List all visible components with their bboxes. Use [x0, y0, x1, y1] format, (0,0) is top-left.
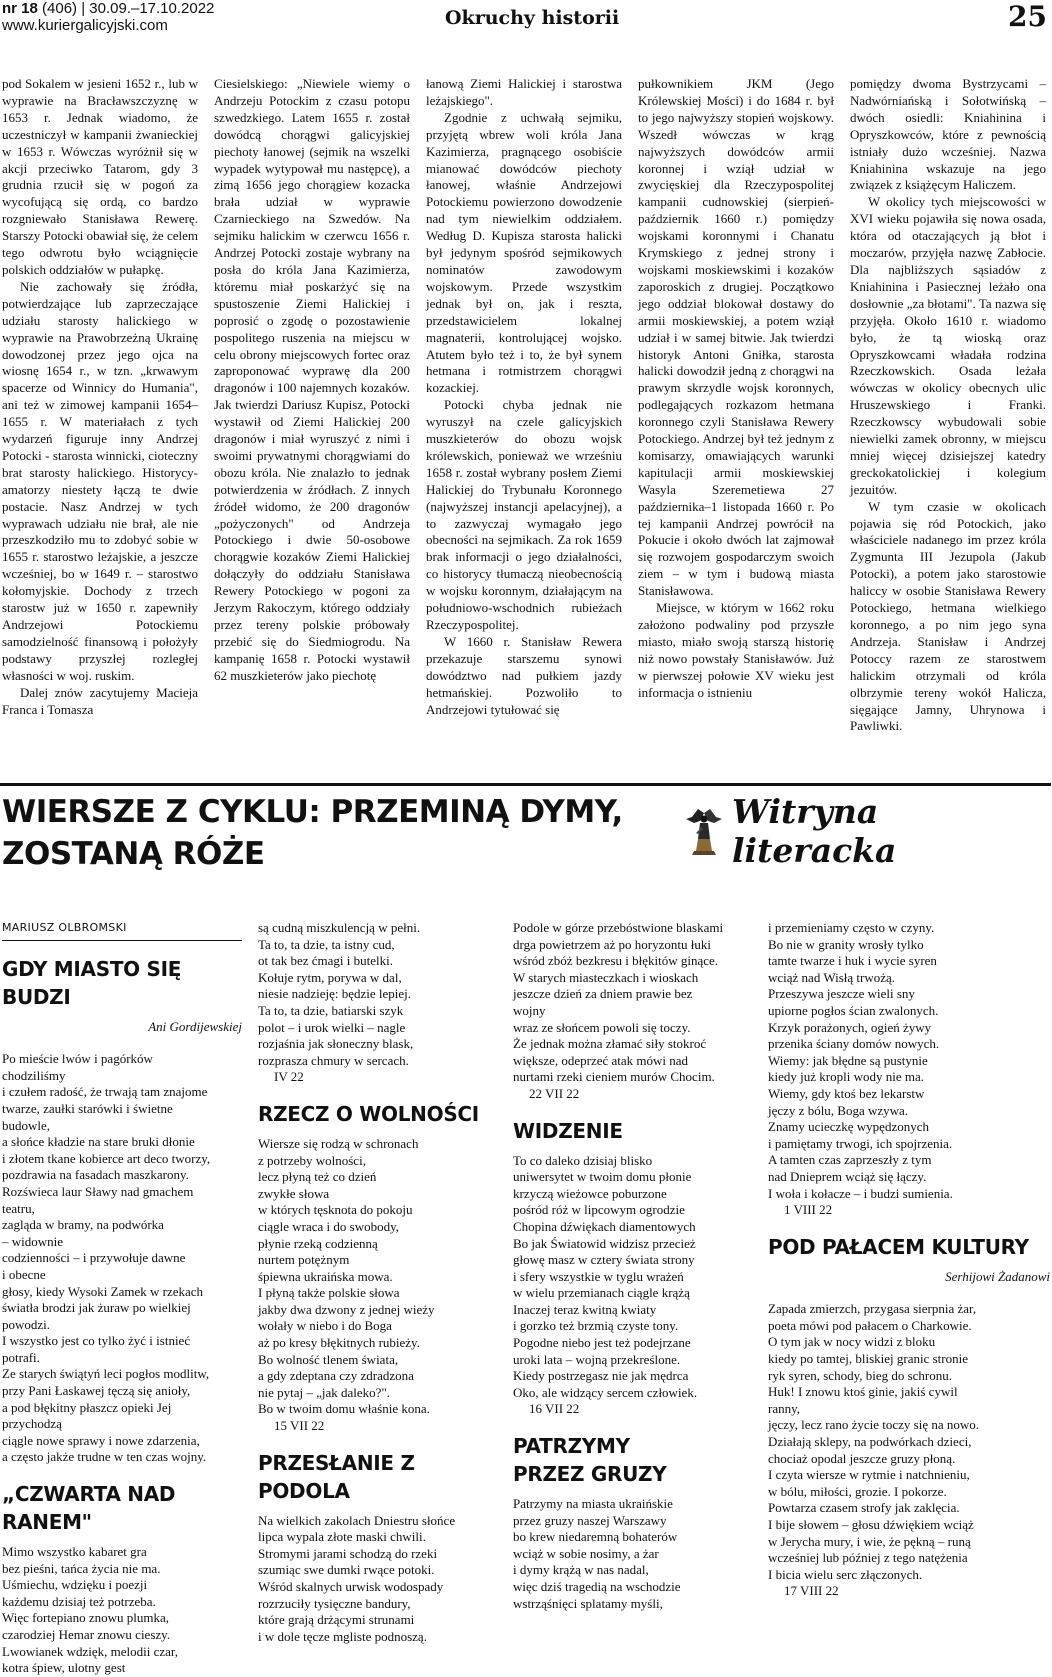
site-url[interactable]: www.kuriergalicyjski.com [2, 17, 168, 34]
poem-line: A tamten czas zaprzeszły z tym [768, 1152, 932, 1168]
poem-line: wciąż w sobie nosimy, a żar [513, 1545, 659, 1561]
section-title: Okruchy historii [445, 7, 620, 29]
poem-line: tamte twarze i huk i wycie syren [768, 953, 937, 969]
article-paragraph: pod Sokalem w jesieni 1652 r., lub w wyprawie na Bracławszczyznę w 1653 r. Jednak wiadomo, że uczestniczył w kampanii żwanieckiej w 1653 r. Wówczas wyróżnił się w akcji przeciwko Tatarom, gdy 3 grudnia rzucił się w pogoń za wycofującą się ordą, co bardzo rozgniewało Stanisława Rewerę. Starszy Potocki obawiał się, że celem tego odwrotu było wciągnięcie polskich oddziałów w pułapkę. [2, 76, 198, 277]
poem-line: Patrzymy na miasta ukraińskie [513, 1496, 673, 1512]
poem-line: w wielu przemianach ciągle krążą [513, 1285, 690, 1301]
article-paragraph: pomiędzy dwoma Bystrzycami – Nadwórniańską i Sołotwińską – dwóch osiedli: Kniahinina i Opryszkowców, które z pewnością istniały dużo wcześniej. Nazwa Kniahinina wskazuje na jego związek z książęcym Haliczem. [850, 76, 1046, 193]
poem-line: wciąż nad Wisłą trwożą. [768, 969, 896, 985]
poetry-cycle-title [2, 791, 642, 875]
poem-line: głowę masz w cztery świata strony [513, 1252, 695, 1268]
poem-line: nurtem potężnym [258, 1252, 350, 1268]
poem-line: Ta to, ta dzie, ta istny cud, [258, 936, 395, 952]
poem-line: Więc fortepiano znowu plumka, [2, 1610, 169, 1626]
poem-line: I bicia wielu serc złączonych. [768, 1566, 923, 1582]
poem-dedication: Ani Gordijewskiej [148, 1018, 242, 1034]
poem-line: wśród zbóż bezkresu i błękitów ginące. [513, 953, 719, 969]
poem-line: ryk syren, schody, bieg do schronu. [768, 1367, 953, 1383]
poem-line: Chopina dźwiękach diamentowych [513, 1218, 696, 1234]
issue-info [2, 0, 214, 34]
poem-line: wojny [513, 1002, 546, 1018]
poem-title: PRZEZ GRUZY [513, 1462, 667, 1487]
poem-line: Powtarza czasem strofy jak zaklęcia. [768, 1500, 960, 1516]
poem-title: „CZWARTA NAD RANEM" [2, 1482, 176, 1535]
page-number: 25 [1008, 0, 1047, 33]
poem-date: 1 VIII 22 [784, 1202, 833, 1218]
article-paragraph: Potocki chyba jednak nie wyruszył na czele galicyjskich muszkieterów do obozu wojsk królewskich, ponieważ we wrześniu 1658 r. został wybrany posłem Ziemi Halickiej do Trybunału Koronnego (najwyższej instancji apelacyjnej), a to zazwyczaj wymagało jego obecności na sejmikach. Za rok 1659 brak informacji o jego działalności, co historycy tłumaczą nieobecnością w wojsku koronnym, działającym na południowo-wschodnich rubieżach Rzeczypospolitej. [426, 397, 622, 632]
poem-line: poeta mówi pod pałacem o Charkowie. [768, 1317, 972, 1333]
poem-line: Rozświeca laur Sławy nad gmachem [2, 1183, 194, 1199]
poem-date: 17 VIII 22 [784, 1583, 839, 1599]
poem-line: które grają drżącymi strunami [258, 1612, 415, 1628]
poem-line: i obecne [2, 1266, 46, 1282]
poem-line: I wszystko jest co tylko żyć i istnieć [2, 1333, 191, 1349]
poem-line: więc dziś tragedią na wschodzie [513, 1579, 681, 1594]
poem-line: Na wielkich zakolach Dniestru słońce [258, 1512, 456, 1528]
angel-statue-icon [682, 807, 726, 855]
article-paragraph: łanową Ziemi Halickiej i starostwa leżajskiego". [426, 76, 622, 108]
poem-line: jęczy z bólu, Boga wzywa. [768, 1102, 909, 1118]
issue-dates: (406) | 30.09.–17.10.2022 [42, 0, 215, 17]
poem-line: Ta to, ta dzie, batiarski szyk [258, 1002, 404, 1018]
poem-date: IV 22 [274, 1069, 304, 1085]
poem-line: rozjaśnia jak słoneczny blask, [258, 1036, 414, 1052]
poem-line: w Jerycha mury, i wie, że pękną – runą [768, 1533, 971, 1549]
poem-line: ot tak bez ćmagi i butelki. [258, 953, 394, 969]
poem-line: Mimo wszystko kabaret gra [2, 1544, 147, 1560]
poem-line: lipca wypala złote maski chwili. [258, 1529, 426, 1545]
poem-line: budowle, [2, 1117, 51, 1133]
poem-line: pozdrawia na fasadach maszkarony. [2, 1167, 189, 1183]
poem-line: Wśród skalnych urwisk wodospady [258, 1579, 444, 1594]
poem-line: codzienności – i przywołuje dawne [2, 1250, 186, 1266]
poem-line: śpiewna ukraińska mowa. [258, 1268, 393, 1284]
poem-line: twarze, zaułki starówki i świetne [2, 1100, 173, 1116]
article-column-4 [638, 76, 834, 781]
poem-line: wcześniej lub później z tego natężenia [768, 1550, 968, 1566]
poem-line: Bo nie w granity wrosły tylko [768, 936, 924, 952]
poem-line: polot – i urok wielki – nagle [258, 1019, 406, 1035]
poem-line: Pogodne niebo jest też podejrzane [513, 1335, 691, 1351]
poem-line: każdemu dzisiaj też potrzeba. [2, 1593, 156, 1609]
poem-line: światła brodzi jak żuraw po wielkiej [2, 1300, 191, 1316]
poem-line: wraz ze słońcem powoli się toczy. [513, 1019, 691, 1035]
issue-number: nr 18 [2, 0, 38, 17]
poem-line: wstrząśnięci splatamy myśli, [513, 1595, 663, 1611]
poem-line: bo krew niedaremną bohaterów [513, 1529, 678, 1545]
poem-line: w bólu, miłości, grozie. I pokorze. [768, 1483, 947, 1499]
poem-line: przychodzą [2, 1416, 62, 1432]
poem-line: Uśmiechu, wdzięku i poezji [2, 1577, 148, 1593]
poem-line: Bo jak Światowid widzisz przecież [513, 1235, 696, 1251]
poem-column-2 [258, 920, 498, 1645]
literary-section-badge [682, 793, 1052, 869]
article-paragraph: Miejsce, w którym w 1662 roku założono podwaliny pod przyszłe miasto, miało swoją starszą historię niż nowo powstały Stanisławów. Już w pierwszej połowie XV wieku jest informacja o istnieniu [638, 600, 834, 700]
article-column-1 [2, 76, 198, 781]
article-paragraph: W okolicy tych miejscowości w XVI wieku pojawiła się nowa osada, która od otaczających ją błot i moczarów, przyjęła nazwę Zabłocie. Dla najbliższych sąsiadów z Kniahinina i Pasiecznej leżało ona dosłownie „za błotami". Ta nazwa się przyjęła. Około 1610 r. wiadomo było, że tą wioską oraz Opryszkowcami władała rodzina Rzeczkowskich. Osada leżała wówczas w okolicy obecnych ulic Hruszewskiego i Franki. Rzeczkowscy wybudowali sobie niewielki zamek obronny, w miejscu mniej więcej dzisiejszej katedry greckokatolickiej i kolegium jezuitów. [850, 194, 1046, 497]
poem-line: Kołuje rytm, porywa w dal, [258, 969, 402, 985]
poem-line: Wiemy, gdy ktoś bez lekarstw [768, 1085, 925, 1101]
poem-column-1-body [2, 955, 242, 1677]
poem-line: szumiąc swe dumki rwące potoki. [258, 1562, 435, 1578]
poem-column-4 [768, 920, 1050, 1600]
poem-line: ranny, [768, 1400, 801, 1416]
article-paragraph: W tym czasie w okolicach pojawia się ród Potockich, jako właściciele nadanego im przez króla Zygmunta III Jezupola (Jakub Potocki), a potem jako starostowie haliccy w osobie Stanisława Rewery Potockiego, hetmana wielkiego koronnego, a po nim jego syna Andrzeja. Stanisław i Andrzej Potoccy razem ze starostwem halickim otrzymali od króla olbrzymie tereny wokół Halicza, sięgające Jamny, Uhrynowa i Pawliwki. [850, 498, 1046, 734]
poem-line: i sfery wszystkie w tyglu wrażeń [513, 1268, 684, 1284]
poem-line: Kiedy postrzegasz nie jak mędrca [513, 1368, 689, 1384]
poem-line: W starych miasteczkach i wioskach [513, 969, 699, 985]
poem-line: Lwowianek wdzięk, melodii czar, [2, 1643, 178, 1659]
poem-column-1 [2, 920, 242, 1677]
poem-line: kotra śpiew, ulotny gest [2, 1660, 126, 1676]
poem-line: Działają sklepy, na podwórkach dzieci, [768, 1434, 972, 1450]
poem-line: ciągle wraca i do swobody, [258, 1218, 400, 1234]
poem-line: i złotem tkane kobierce art deco tworzy, [2, 1150, 211, 1166]
poem-line: i gorzko też brzmią czyste tony. [513, 1318, 679, 1334]
poem-line: Stromymi jarami schodzą do rzeki [258, 1545, 438, 1561]
poem-line: uniwersytet w twoim domu płonie [513, 1169, 692, 1185]
poem-line: bez pieśni, tańca życia nie ma. [2, 1560, 161, 1576]
poem-line: niesie nadzieję: będzie lepiej. [258, 986, 412, 1002]
poem-title: PATRZYMY [513, 1434, 630, 1459]
poem-line: jęczy, lecz rano życie toczy się na nowo. [768, 1417, 980, 1433]
poem-line: aż po kresy błękitnych rubieży. [258, 1335, 420, 1351]
poem-line: O tym jak w nocy widzi z bloku [768, 1334, 936, 1350]
poem-column-3 [513, 920, 758, 1612]
article-paragraph: Zgodnie z uchwałą sejmiku, przyjętą wbrew woli króla Jana Kazimierza, pragnącego osobiście mianować dowódców piechoty łanowej, właśnie Andrzejowi Potockiemu powierzono dowodzenie nad tym niewielkim oddziałem. Według D. Kupisza starosta halicki był jedynym spośród sejmikowych nominatów zawodowym wojskowym. Przede wszystkim jednak był on, jak i reszta, przedstawicielem lokalnej magnaterii, kontrolującej wojsko. Atutem było też i to, że był synem hetmana i rotmistrzem chorągwi kozackiej. [426, 109, 622, 396]
poem-line: kiedy po tamtej, bliskiej granic stronie [768, 1351, 969, 1367]
poem-line: płynie rzeką codzienną [258, 1235, 378, 1251]
poem-line: lecz płyną też co dzień [258, 1169, 377, 1185]
poem-line: Znamy ucieczkę wypędzonych [768, 1119, 929, 1135]
poem-line: rozrzuciły tysięczne bandury, [258, 1595, 411, 1611]
poem-line: I czyta wiersze w rytmie i natchnieniu, [768, 1467, 970, 1483]
poem-title: RZECZ O WOLNOŚCI [258, 1101, 479, 1126]
poem-line: I płyną także polskie słowa [258, 1285, 400, 1301]
poem-line: rozprasza chmury w sercach. [258, 1052, 409, 1068]
poem-line: z potrzeby wolności, [258, 1152, 366, 1168]
author-name: MARIUSZ OLBROMSKI [2, 920, 242, 941]
poem-line: przenika ściany domów nowych. [768, 1036, 940, 1052]
poetry-cycle-title-line-2: ZOSTANĄ RÓŻE [2, 836, 265, 872]
poem-line: zagląda w bramy, na podwórka [2, 1217, 164, 1233]
poem-line: Podole w górze przebóstwione blaskami [513, 920, 724, 935]
article-column-2 [214, 76, 410, 781]
article-paragraph: pułkownikiem JKM (Jego Królewskiej Mości) i do 1684 r. był to jego najwyższy stopień wojskowy. Wszedł wówczas w krąg najwyższych dowódców armii koronnej i wziął udział w zwycięskiej dla Rzeczypospolitej kampanii cudnowskiej (sierpień-październik 1660 r.) pomiędzy wojskami koronnymi i Chanatu Krymskiego z jednej strony i wojskami moskiewskimi i kozaków zaporoskich z drugiej. Początkowo jego oddział blokował dostawy do armii moskiewskiej, a potem wziął udział i w samej bitwie. Jak twierdzi historyk Antoni Gniłka, starosta halicki dowodził jedną z chorągwi na prawym skrzydle wojsk koronnych, podlegających rozkazom hetmana koronnego czyli Stanisława Rewery Potockiego. Andrzej był też jednym z komisarzy, omawiających warunki kapitulacji armii moskiewskiej Wasyla Szeremetiewa 27 października–1 listopada 1660 r. Po tej kampanii Andrzej powrócił na Pokucie i około dwóch lat zajmował się rozwojem gospodarczym swoich ziem – w tym i budową miasta Stanisławowa. [638, 76, 834, 599]
poem-line: są cudną miszkulencją w pełni. [258, 920, 421, 935]
poem-line: kiedy już kropli wody nie ma. [768, 1069, 924, 1085]
poem-line: – widownie [2, 1233, 64, 1249]
literary-section-name: Witryna literacka [732, 792, 897, 870]
poem-line: Ze starych świątyń leci pogłos modlitw, [2, 1366, 210, 1382]
poem-line: teatru, [2, 1200, 35, 1216]
article-paragraph: Ciesielskiego: „Niewiele wiemy o Andrzeju Potockim z czasu potopu szwedzkiego. Latem 1655 r. został dowódcą chorągwi galicyjskiej piechoty łanowej (sejmik na wszelki wypadek wytypował mu następcę), a zimą 1656 jego chorągiew kozacka brała udział w wyprawie Czarnieckiego na Szwedów. Na sejmiku halickim w czerwcu 1656 r. Andrzej Potocki zostaje wybrany na posła do króla Jana Kazimierza, któremu miał poskarżyć się na spustoszenie Ziemi Halickiej i poprosić o zgodę o pozostawienie pospolitego ruszenia na miejscu w celu obrony miejscowych fortec oraz zaproponować wyprawę dla 200 dragonów i 100 najemnych kozaków. Jak twierdzi Dariusz Kupisz, Potocki wystawił od Ziemi Halickiej 200 dragonów i miał wyruszyć z nimi i swoimi prywatnymi chorągwiami do obozu króla. Nie znalazło to jednak potwierdzenia w źródłach. Z innych źródeł widomo, że 200 dragonów „pożyczonych" od Andrzeja Potockiego i dwie 50-osobowe chorągwie kozaków Ziemi Halickiej dołączyły do oddziału Stanisława Rewery Potockiego w pogoni za Jerzym Rakoczym, którego oddziały przez tereny polskie próbowały przebić się do Siedmiogrodu. Na kampanię 1658 r. Potocki wystawił 62 muszkieterów jako piechotę [214, 76, 410, 683]
article-paragraph: Dalej znów zacytujemy Macieja Franca i Tomasza [2, 684, 198, 717]
poem-line: uroki lata – wojną przekreślone. [513, 1351, 681, 1367]
poem-line: drga powietrzem aż po horyzontu łuki [513, 936, 711, 952]
poem-line: Inaczej teraz kwitną kwiaty [513, 1301, 657, 1317]
poem-line: ciągle nowe sprawy i nowe zdarzenia, [2, 1432, 200, 1448]
poem-line: i dymy krążą w nas nadal, [513, 1562, 649, 1578]
poem-line: wołały w niebo i do Boga [258, 1318, 392, 1334]
poem-line: krzyczą wieżowce poburzone [513, 1185, 667, 1201]
poem-line: zwykłe słowa [258, 1185, 330, 1201]
poem-date: 22 VII 22 [529, 1085, 580, 1101]
poem-line: Bo wolność tlenem świata, [258, 1351, 399, 1367]
poem-line: Wiemy: jak błędne są pustynie [768, 1052, 928, 1068]
poem-date: 15 VII 22 [274, 1418, 325, 1434]
poem-title: PRZESŁANIE Z PODOLA [258, 1450, 415, 1503]
poem-line: upiorne pogłos ścian zwalonych. [768, 1002, 939, 1018]
history-article [2, 76, 1048, 781]
article-paragraph: Nie zachowały się źródła, potwierdzające lub zaprzeczające udziału starosty halickiego w wyprawie na Prawobrzeżną Ukrainę dowodzonej przez jego ojca na wiosnę 1654 r., w tzn. „krwawym spacerze od Winnicy do Humania", ani też w zimowej kampanii 1654–1655 r. W materiałach z tych wydarzeń figuruje inny Andrzej Potocki - starosta winnicki, cioteczny brat starosty halickiego. Historycy-amatorzy niestety łączą te dwie postacie. Nasz Andrzej w tych wyprawach udziału nie brał, ale nie przeszkodziło mu to zdobyć sobie w 1655 r. starostwo leżajskie, a jeszcze wcześniej, bo w 1649 r. – starostwo kołomyjskie. Dochody z trzech starostw już w 1650 r. zapewniły Andrzejowi Potockiemu samodzielność finansową i położyły podstawy przyszłej rozległej własności w woj. ruskim. [2, 278, 198, 683]
poem-line: chociaż opodal jeszcze gruzy płoną. [768, 1450, 956, 1466]
poem-line: czarodziej Hemar znowu cieszy. [2, 1627, 171, 1642]
poem-line: Po mieście lwów i pagórków [2, 1051, 153, 1067]
poem-line: większe, odeprzeć atak mówi nad [513, 1052, 689, 1068]
poem-line: Oko, ale widzący sercem człowiek. [513, 1384, 698, 1400]
poem-line: Wiersze się rodzą w schronach [258, 1135, 419, 1151]
poem-title: POD PAŁACEM KULTURY [768, 1234, 1029, 1259]
poem-line: Zapada zmierzch, przygasa sierpnia żar, [768, 1301, 977, 1317]
poem-line: nurtami rzeki cieniem murów Chocim. [513, 1069, 715, 1085]
poem-line: To co daleko dzisiaj blisko [513, 1152, 653, 1168]
poem-title: GDY MIASTO SIĘ BUDZI [2, 956, 182, 1009]
poem-line: nie pytaj – „jak daleko?". [258, 1384, 391, 1400]
poem-line: potrafi. [2, 1349, 40, 1365]
poem-line: głosy, kiedy Wysoki Zamek w rzekach [2, 1283, 204, 1299]
page-header [0, 0, 1051, 50]
poem-date: 16 VII 22 [529, 1401, 580, 1417]
poem-line: jakby dwa dzwony z jednej wieży [258, 1301, 435, 1317]
poem-line: przy Pani Łaskawej tęczą się anioły, [2, 1383, 191, 1399]
poem-line: przez gruzy naszej Warszawy [513, 1512, 667, 1528]
poem-line: a pod błękitny płaszcz opieki Jej [2, 1399, 172, 1415]
poem-line: a słońce kładzie na stare bruki dłonie [2, 1134, 195, 1150]
poetry-cycle-title-line-1: WIERSZE Z CYKLU: PRZEMINĄ DYMY, [2, 794, 623, 830]
poem-line: a często jakże trudne w ten czas wojny. [2, 1449, 207, 1465]
poem-line: I bije słowem – głosu dźwiękiem wciąż [768, 1517, 974, 1532]
poem-line: pośród róż w lipcowym ogrodzie [513, 1202, 685, 1218]
poem-line: w których tęsknota do pokoju [258, 1202, 413, 1218]
poem-line: i przemieniamy często w czyny. [768, 920, 935, 935]
poem-line: Bo w twoim domu właśnie kona. [258, 1401, 430, 1417]
poem-line: jeszcze dzień za dniem prawie bez [513, 986, 693, 1002]
poem-line: chodziliśmy [2, 1067, 66, 1083]
poem-line: I woła i kołacze – i budzi sumienia. [768, 1185, 953, 1201]
poems-area [2, 920, 1050, 1676]
section-divider [0, 783, 1051, 786]
poem-line: powodzi. [2, 1316, 51, 1332]
poem-line: Huk! I znowu ktoś ginie, jakiś cywil [768, 1384, 958, 1400]
poem-line: a gdy zdeptana czy zdradzona [258, 1368, 414, 1384]
poem-line: i czułem radość, że trwają tam znajome [2, 1084, 208, 1100]
poem-line: i pamiętamy trwogi, ich spojrzenia. [768, 1135, 953, 1151]
article-paragraph: W 1660 r. Stanisław Rewera przekazuje starszemu synowi dowództwo nad pułkiem jazdy hetmańskiej. Pozwoliło to Andrzejowi tytułować się [426, 633, 622, 717]
poem-title: WIDZENIE [513, 1118, 623, 1143]
article-column-5 [850, 76, 1046, 781]
poem-line: Krzyk porażonych, ogień żywy [768, 1019, 932, 1035]
poem-dedication: Serhijowi Żadanowi [945, 1268, 1050, 1284]
poem-line: nad Dnieprem wciąż się łączy. [768, 1168, 927, 1184]
poem-line: Że jednak można złamać siły stokroć [513, 1036, 707, 1052]
article-column-3 [426, 76, 622, 781]
poem-line: Przeszywa jeszcze wieli sny [768, 986, 915, 1002]
poem-line: i w dole tęcze mgliste podnoszą. [258, 1628, 427, 1644]
